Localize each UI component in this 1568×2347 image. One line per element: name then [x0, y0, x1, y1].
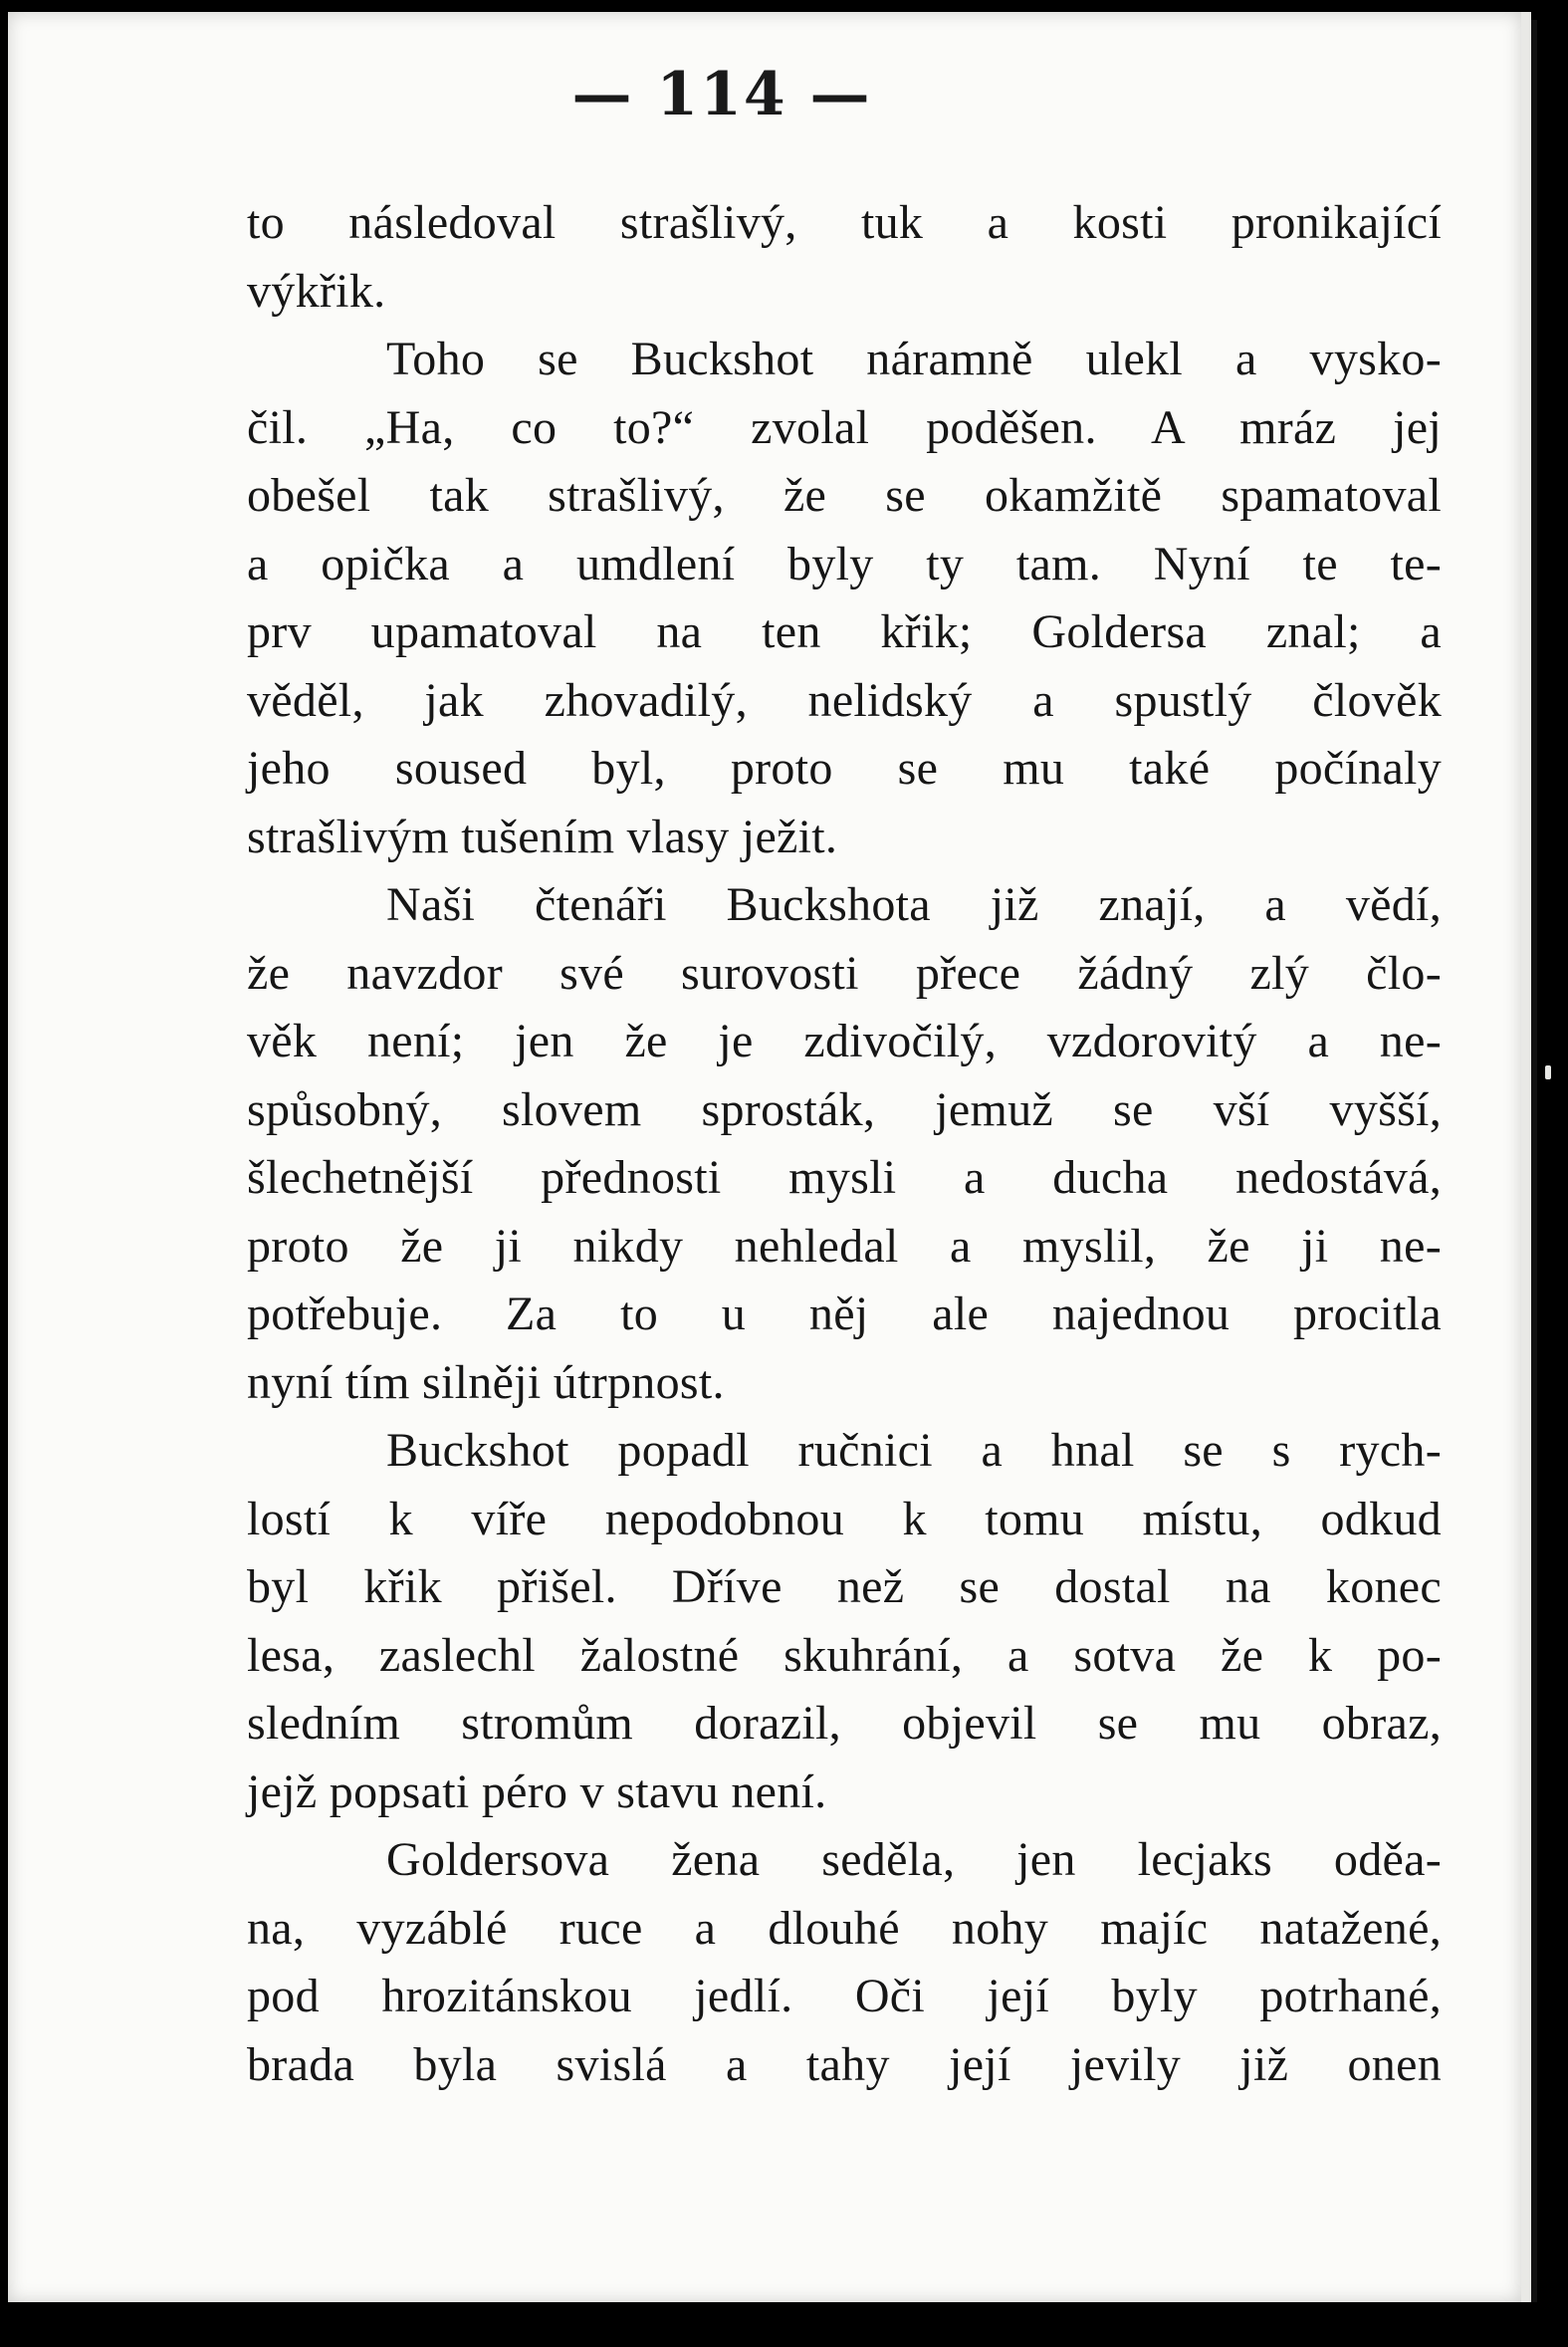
page-edge-line	[1531, 20, 1537, 2320]
scan-bottom-edge	[0, 2302, 1568, 2347]
page-edge-speck	[1545, 1065, 1551, 1079]
text-line: a opička a umdlení byly ty tam. Nyní te te-	[247, 537, 1442, 590]
text-line: lesa, zaslechl žalostné skuhrání, a sotva že k po-	[247, 1628, 1442, 1682]
text-line: nyní tím silněji útrpnost.	[247, 1355, 725, 1409]
text-line: strašlivým tušením vlasy ježit.	[247, 810, 838, 863]
text-line: šlechetnější přednosti mysli a ducha nedostává,	[247, 1151, 1442, 1204]
text-line: proto že ji nikdy nehledal a myslil, že ji ne-	[247, 1219, 1442, 1273]
text-line: obešel tak strašlivý, že se okamžitě spamatoval	[247, 469, 1442, 522]
text-line: Toho se Buckshot náramně ulekl a vysko-	[386, 333, 1442, 385]
text-line: prv upamatoval na ten křik; Goldersa znal; a	[247, 605, 1442, 658]
text-line: jejž popsati péro v stavu není.	[247, 1764, 827, 1818]
text-line: že navzdor své surovosti přece žádný zlý člo-	[247, 946, 1442, 1000]
text-line: jeho soused byl, proto se mu také počínaly	[247, 742, 1442, 795]
text-line: čil. „Ha, co to?“ zvolal poděšen. A mráz jej	[247, 400, 1442, 454]
text-line: sledním stromům dorazil, objevil se mu obraz,	[247, 1697, 1442, 1750]
text-line: Buckshot popadl ručnici a hnal se s rych-	[386, 1424, 1442, 1477]
text-line: byl křik přišel. Dříve než se dostal na konec	[247, 1560, 1442, 1613]
text-line: na, vyzáblé ruce a dlouhé nohy majíc natažené,	[247, 1901, 1442, 1955]
body-text	[247, 189, 1442, 2099]
text-line: to následoval strašlivý, tuk a kosti pronikající	[247, 196, 1442, 249]
text-line: Naši čtenáři Buckshota již znají, a vědí,	[386, 878, 1442, 931]
text-line: potřebuje. Za to u něj ale najednou procitla	[247, 1288, 1442, 1340]
text-line: výkřik.	[247, 264, 386, 318]
text-line: brada byla svislá a tahy její jevily již onen	[247, 2037, 1442, 2091]
text-line: Goldersova žena seděla, jen lecjaks oděa-	[386, 1833, 1442, 1886]
text-line: pod hrozitánskou jedlí. Oči její byly potrhané,	[247, 1970, 1442, 2022]
text-line: věk není; jen že je zdivočilý, vzdorovitý a ne-	[247, 1015, 1442, 1067]
page-number: — 114 —	[571, 60, 872, 129]
page-edge-gap	[1521, 12, 1531, 2312]
text-line: lostí k víře nepodobnou k tomu místu, odkud	[247, 1492, 1442, 1545]
text-line: spůsobný, slovem sprosták, jemuž se vší vyšší,	[247, 1082, 1442, 1136]
text-line: věděl, jak zhovadilý, nelidský a spustlý člověk	[247, 673, 1442, 727]
